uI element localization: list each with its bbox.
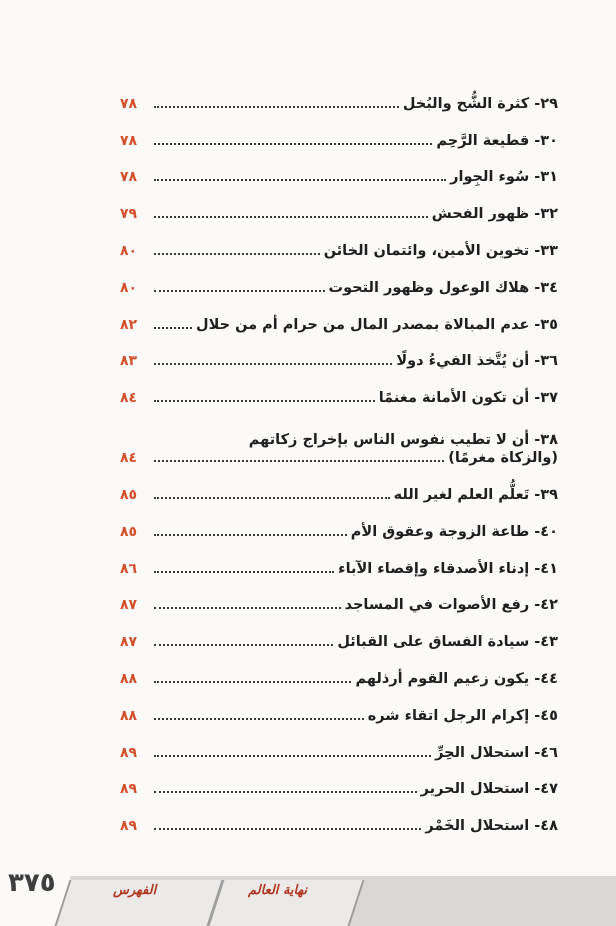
toc-entry-title: ٣٩- تَعلُّم العلم لغير الله: [393, 486, 558, 503]
toc-entry-page: ٧٩: [120, 206, 138, 223]
leader-dots: [154, 497, 390, 499]
toc-entry-page: ٨٩: [120, 781, 138, 798]
leader-dots: [154, 253, 320, 255]
toc-entry-title: ٣٠- قطيعة الرَّحِم: [436, 132, 558, 149]
toc-entry-title: ٤٨- استحلال الخَمْر: [425, 818, 558, 835]
leader-dots: [154, 607, 341, 609]
leader-dots: [154, 400, 375, 402]
toc-entry-page: ٨٤: [120, 450, 138, 467]
toc-entry-page: ٨٣: [120, 353, 138, 370]
toc-entry[interactable]: [120, 766, 558, 803]
leader-dots: [154, 681, 351, 683]
toc-entry-page: ٨٠: [120, 279, 138, 296]
toc-entry[interactable]: [120, 338, 558, 375]
toc-entry[interactable]: [120, 655, 558, 692]
toc-entry[interactable]: [120, 264, 558, 301]
leader-dots: [154, 106, 399, 108]
toc-entry-title: ٤٢- رفع الأصوات في المساجد: [344, 597, 558, 614]
leader-dots: [154, 460, 444, 462]
toc-entry-title: ٤٦- استحلال الحِرِّ: [435, 744, 558, 761]
toc-entry[interactable]: [120, 618, 558, 655]
toc-entry[interactable]: [120, 301, 558, 338]
leader-dots: [154, 327, 192, 329]
leader-dots: [154, 143, 432, 145]
leader-dots: [154, 828, 421, 830]
toc-entry[interactable]: [120, 374, 558, 411]
leader-dots: [154, 644, 333, 646]
toc-entry[interactable]: [120, 117, 558, 154]
toc-entry-page: ٨٩: [120, 744, 138, 761]
toc-entry-title: ٣٨- أن لا تطيب نفوس الناس بإخراج زكاتهم: [248, 432, 558, 449]
page-number: ٣٧٥: [8, 868, 56, 898]
footer-book-title: نهاية العالم: [248, 883, 308, 898]
table-of-contents: [120, 80, 558, 839]
toc-entry[interactable]: [120, 190, 558, 227]
toc-entry-title: ٣٣- تخوين الأمين، وائتمان الخائن: [323, 242, 558, 259]
toc-entry-page: ٨٧: [120, 634, 138, 651]
toc-entry[interactable]: [120, 692, 558, 729]
toc-entry-page: ٨٠: [120, 242, 138, 259]
toc-entry-title: ٣٢- ظهور الفحش: [431, 206, 558, 223]
leader-dots: [154, 718, 364, 720]
leader-dots: [154, 363, 392, 365]
leader-dots: [154, 755, 431, 757]
toc-entry[interactable]: [120, 227, 558, 264]
toc-entry[interactable]: [120, 411, 558, 471]
toc-entry[interactable]: [120, 545, 558, 582]
leader-dots: [154, 571, 334, 573]
toc-entry-title: ٤١- إدناء الأصدقاء وإقصاء الآباء: [338, 560, 558, 577]
toc-entry-title: ٣١- سُوء الجِوار: [450, 169, 558, 186]
toc-entry-page: ٨٨: [120, 670, 138, 687]
footer-section-title: الفهرس: [113, 883, 157, 898]
leader-dots: [154, 179, 446, 181]
toc-entry-title: ٣٧- أن تكون الأمانة مغنمًا: [378, 390, 558, 407]
toc-entry-title: ٤٠- طاعة الزوجة وعقوق الأم: [350, 523, 558, 540]
toc-entry-page: ٨٧: [120, 597, 138, 614]
toc-entry-title: ٣٥- عدم المبالاة بمصدر المال من حرام أم من حلال: [195, 316, 558, 333]
toc-entry[interactable]: [120, 802, 558, 839]
toc-entry-title-continued: (والزكاة مغرمًا): [448, 450, 558, 467]
toc-entry-page: ٧٨: [120, 95, 138, 112]
toc-entry-title: ٢٩- كثرة الشُّح والبُخل: [402, 95, 558, 112]
toc-entry-page: ٨٢: [120, 316, 138, 333]
toc-entry[interactable]: [120, 471, 558, 508]
toc-entry-page: ٨٤: [120, 390, 138, 407]
toc-entry-page: ٨٥: [120, 486, 138, 503]
toc-entry-page: ٨٨: [120, 707, 138, 724]
toc-entry-title: ٣٦- أن يُتَّخذ الفيءُ دولًا: [396, 353, 558, 370]
leader-dots: [154, 534, 347, 536]
leader-dots: [154, 216, 428, 218]
toc-entry-page: ٨٥: [120, 523, 138, 540]
toc-entry[interactable]: [120, 508, 558, 545]
toc-entry-title: ٤٥- إكرام الرجل اتقاء شره: [367, 707, 558, 724]
toc-entry-page: ٨٦: [120, 560, 138, 577]
toc-entry[interactable]: [120, 582, 558, 619]
toc-entry-title: ٣٤- هلاك الوعول وظهور التحوت: [328, 279, 558, 296]
toc-entry[interactable]: [120, 729, 558, 766]
toc-entry[interactable]: [120, 154, 558, 191]
toc-entry-title: ٤٣- سيادة الفساق على القبائل: [337, 634, 558, 651]
toc-entry-title: ٤٧- استحلال الحرير: [420, 781, 558, 798]
leader-dots: [154, 290, 325, 292]
toc-entry-page: ٨٩: [120, 818, 138, 835]
toc-entry[interactable]: [120, 80, 558, 117]
toc-entry-title: ٤٤- يكون زعيم القوم أرذلهم: [355, 670, 558, 687]
toc-entry-page: ٧٨: [120, 132, 138, 149]
page-footer: [0, 858, 616, 926]
toc-entry-page: ٧٨: [120, 169, 138, 186]
leader-dots: [154, 791, 417, 793]
